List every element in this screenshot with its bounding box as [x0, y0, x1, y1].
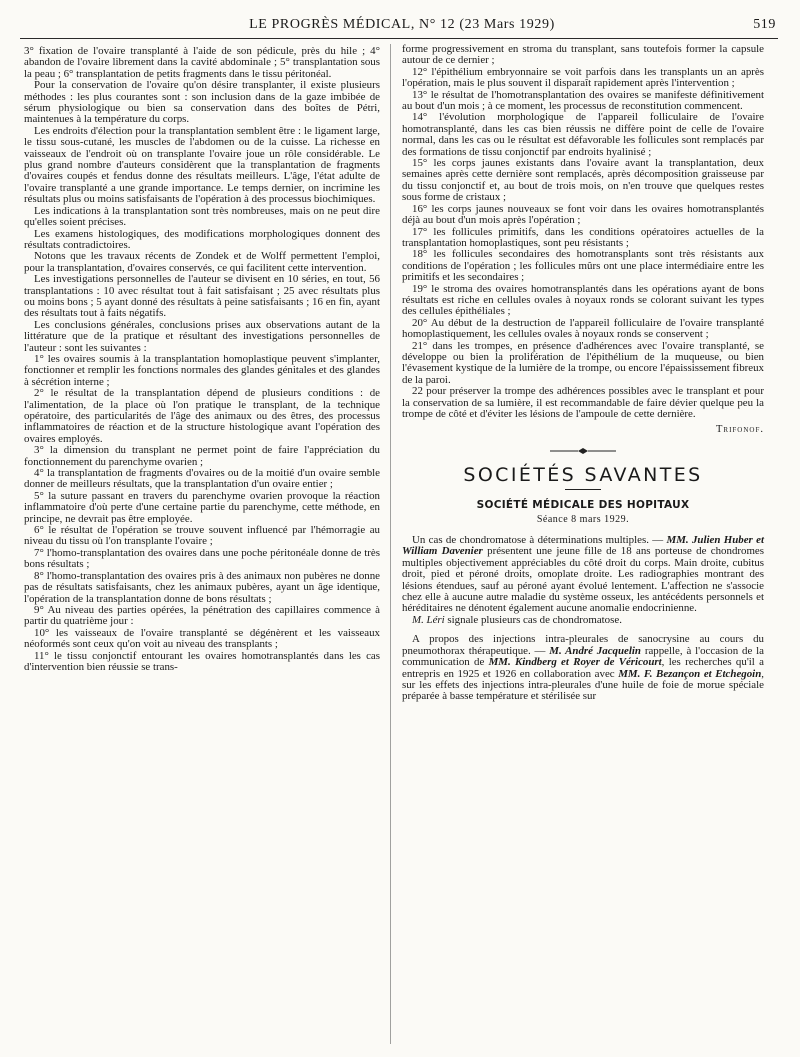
- report-body: présentent une jeune fille de 18 ans porteuse de chondromes multiples objectivement appréciables du côté droit du corps. Main droite, cubitus droit, pied et péroné droits, omoplate droite. Les radiographies montrant des lésions étendues, sauf au péroné ayant évolué lentement. L'affection ne s'associe chez elle à aucune autre maladie du système osseux, les antécédents personnels et héréditaires ne dénotent également aucune anomalie endocrinienne.: [402, 545, 765, 615]
- paragraph: Les endroits d'élection pour la transplantation semblent être : le ligament large, le tissu sous-cutané, les muscles de l'abdomen ou de la cuisse. La richesse en vaisseaux de l'endroit où on transplante l'ovaire joue un rôle considérable. Le plus grand nombre d'auteurs considèrent que la transplantation de fragments d'ovaires coupés et fendus donne des résultats meilleurs. L'âge, l'état adulte de l'ovaire transplanté a une grande importance. Le temps dernier, on incrimine les résultats plus ou moins satisfaisants de l'opération à des processus biochimiques.: [24, 124, 380, 206]
- conclusion-item: 3° la dimension du transplant ne permet point de faire l'appréciation du fonctionnement du parenchyme ovarien ;: [24, 444, 380, 468]
- paragraph: Les indications à la transplantation sont très nombreuses, mais on ne peut dire qu'elles soient précises.: [24, 204, 380, 229]
- conclusion-item: 18° les follicules secondaires des homotransplants sont très résistants aux conditions de l'opération ; les follicules mûrs ont une place intermédiaire entre les primitifs et les secondaires ;: [402, 248, 764, 284]
- paragraph: Les conclusions générales, conclusions prises aux observations autant de la littérature que de la pratique et résultant des investigations personnelles de l'auteur : sont les suivantes :: [24, 318, 380, 354]
- society-title: SOCIÉTÉ MÉDICALE DES HOPITAUX: [476, 499, 690, 512]
- ornament-divider: [548, 446, 618, 456]
- report-paragraph: [402, 535, 764, 615]
- page-number: 519: [753, 17, 776, 32]
- conclusion-item: 7° l'homo-transplantation des ovaires dans une poche péritonéale donne de très bons résultats ;: [24, 546, 380, 571]
- conclusion-item: 13° le résultat de l'homotransplantation des ovaires se manifeste définitivement au bout d'un mois ; à ce moment, les processus de reconstitution commencent.: [402, 88, 764, 113]
- conclusion-item: 2° le résultat de la transplantation dépend de plusieurs conditions : de l'alimentation, de la place où l'on pratique le transplant, de la technique opératoire, des particularités de l'âge des animaux ou des êtres, des processus inflammatoires de réaction et de la structure histologique avant l'opération des ovaires employés.: [24, 387, 380, 445]
- running-head: [28, 17, 776, 33]
- report-body: , sur les effets des injections intra-pleurales d'une huile de foie de morue spéciale préparée à basse température et stérilisée sur: [402, 667, 764, 703]
- right-column: [402, 44, 764, 703]
- report-body: signale plusieurs cas de chondromatose.: [444, 613, 622, 626]
- report-lead: Un cas de chondromatose à déterminations multiples. —: [412, 534, 667, 547]
- report-authors: MM. F. Bezançon et Etchegoin: [618, 667, 762, 680]
- conclusion-item: 8° l'homo-transplantation des ovaires pris à des animaux non pubères ne donne pas de résultats satisfaisants, chez les animaux pubères, ayant un âge identique, l'opération de la transplantation donne de bons résultats ;: [24, 569, 380, 605]
- report-lead: A propos des injections intra-pleurales de sanocrysine au cours du pneumothorax thérapeutique. —: [402, 633, 764, 657]
- section-rule: [565, 489, 601, 490]
- conclusion-item: 16° les corps jaunes nouveaux se font voir dans les ovaires homotransplantés déjà au bout d'un mois après l'opération ;: [402, 202, 764, 227]
- paragraph: Pour la conservation de l'ovaire qu'on désire transplanter, il existe plusieurs méthodes : les plus courantes sont : son inclusion dans de la gaze imbibée de sérum physiologique ou bien sa conservation dans des boîtes de Pétri, maintenues à la température du corps.: [24, 79, 380, 126]
- report-authors: MM. Julien Huber et William Davenier: [402, 534, 764, 558]
- section-title: SOCIÉTÉS SAVANTES: [463, 463, 703, 486]
- conclusion-item: 15° les corps jaunes existants dans l'ovaire avant la transplantation, deux semaines après cette dernière sont remplacés, après décomposition graisseuse par du tissu conjonctif et, au bout de trois mois, on n'en trouve que quelques restes sous forme de cristaux ;: [402, 157, 764, 204]
- conclusion-item: 21° dans les trompes, en présence d'adhérences avec l'ovaire transplanté, se développe ou bien la prolifération de l'épithélium de la muqueuse, ou bien l'évasement kystique de la lumière de la trompe, ou encore l'épaississement fibreux de la paroi.: [402, 339, 764, 386]
- conclusion-item: 19° le stroma des ovaires homotransplantés dans les opérations ayant de bons résultats est riche en cellules ovales à noyaux ronds se colorant suivant les types des cellules épithéliales ;: [402, 282, 764, 318]
- conclusion-item: 4° la transplantation de fragments d'ovaires ou de la moitié d'un ovaire semble donner de meilleurs résultats, que la transplantation d'un ovaire entier ;: [24, 467, 380, 491]
- author-signature: Trifonof.: [716, 424, 764, 436]
- paragraph: Les investigations personnelles de l'auteur se divisent en 10 séries, en tout, 56 transplantations : 10 avec résultat tout à fait satisfaisant ; 25 avec résultats plus ou moins bons ; 5 ayant donné des résultats à peine satisfaisants ; 16 en fin, ayant des résultats tout à faits négatifs.: [24, 273, 380, 320]
- paragraph: 3° fixation de l'ovaire transplanté à l'aide de son pédicule, près du hile ; 4° abandon de l'ovaire librement dans la cavité abdominale ; 5° transplantation sous la peau ; 6° transplantation de petits fragments dans le tissu péritonéal.: [24, 45, 380, 80]
- conclusion-item: 12° l'épithélium embryonnaire se voit parfois dans les transplants un an après l'opération, mais le plus souvent il disparaît rapidement après l'intervention ;: [402, 65, 764, 90]
- left-column: [24, 46, 380, 673]
- conclusion-item: 14° l'évolution morphologique de l'appareil folliculaire de l'ovaire homotransplanté, dans les cas bien réussis ne diffère point de celle de l'ovaire normal, dans les cas ou le résultat est défavorable les follicules sont remplacés par des formations de tissu conjonctif par endroits hyalinisé ;: [402, 111, 764, 158]
- conclusion-item: 6° le résultat de l'opération se trouve souvent influencé par l'hémorragie au niveau du tissu où l'on transplante l'ovaire ;: [24, 524, 380, 548]
- report-paragraph: [402, 634, 764, 702]
- report-body: , les recherches qu'il a entrepris en 1925 et 1926 en collaboration avec: [402, 656, 764, 680]
- column-divider: [390, 44, 391, 1044]
- report-paragraph: [402, 615, 764, 626]
- conclusion-item: 1° les ovaires soumis à la transplantation homoplastique peuvent s'implanter, fonctionner et remplir les fonctions normales des glandes génitales et des glandes à sécrétion interne ;: [24, 352, 380, 388]
- seance-date: Séance 8 mars 1929.: [536, 513, 630, 525]
- conclusion-item: 9° Au niveau des parties opérées, la pénétration des capillaires commence à partir du quatrième jour :: [24, 603, 380, 628]
- header-rule: [20, 38, 778, 39]
- report-authors: M. André Jacquelin: [549, 644, 641, 657]
- conclusion-item: 11° le tissu conjonctif entourant les ovaires homotransplantés dans les cas d'intervention bien réussie se trans-: [24, 649, 380, 673]
- report-body: rappelle, à l'occasion de la communication de: [402, 644, 764, 669]
- paragraph: Les examens histologiques, des modifications morphologiques donnent des résultats contradictoires.: [24, 227, 380, 251]
- conclusion-item: 17° les follicules primitifs, dans les conditions opératoires actuelles de la transplantation homoplastiques, sont peu résistants ;: [402, 225, 764, 249]
- report-authors: MM. Kindberg et Royer de Véricourt: [488, 656, 662, 669]
- paragraph: Notons que les travaux récents de Zondek et de Wolff permettent l'emploi, pour la transplantation, d'ovaires conservés, ce qui facilitent cette intervention.: [24, 250, 380, 274]
- conclusion-item: 20° Au début de la destruction de l'appareil folliculaire de l'ovaire transplanté homoplastiquement, les cellules ovales à noyaux ronds se conservent ;: [402, 316, 764, 341]
- journal-title: LE PROGRÈS MÉDICAL, N° 12 (23 Mars 1929): [249, 17, 555, 32]
- conclusion-item: 5° la suture passant en travers du parenchyme ovarien provoque la réaction inflammatoire d'où perte d'une certaine partie du parenchyme, cette méthode, en principe, ne devrait pas être employée.: [24, 489, 380, 525]
- conclusion-item: 10° les vaisseaux de l'ovaire transplanté se dégénèrent et les vaisseaux néoformés sont ceux qu'on voit au niveau des transplants ;: [24, 626, 380, 651]
- paragraph: forme progressivement en stroma du transplant, sans toutefois former la capsule autour de ce dernier ;: [402, 43, 764, 67]
- conclusion-item: 22 pour préserver la trompe des adhérences possibles avec le transplant et pour la conservation de sa lumière, il est recommandable de faire dévier quelque peu la trompe de côté et d'éviter les lésions de l'ampoule de cette dernière.: [402, 385, 764, 420]
- report-authors: M. Léri: [412, 613, 445, 626]
